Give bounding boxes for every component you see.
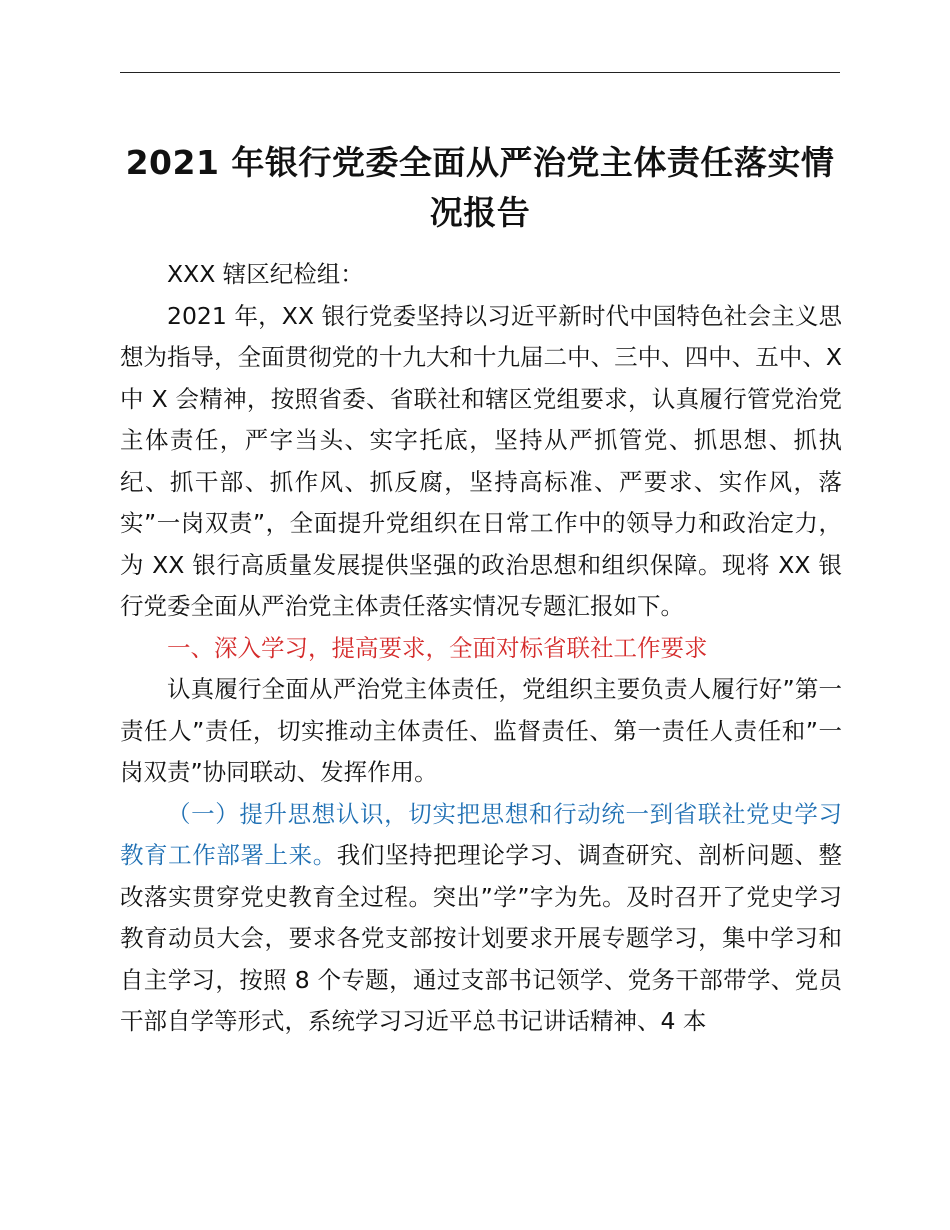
- document-body: [120, 254, 842, 1043]
- paragraph-section-1: 认真履行全面从严治党主体责任，党组织主要负责人履行好”第一责任人”责任，切实推动主体责任、监督责任、第一责任人责任和”一岗双责”协同联动、发挥作用。: [120, 675, 842, 786]
- title-line-1: 2021 年银行党委全面从严治党主体责任落实情: [125, 143, 835, 182]
- document-title: [110, 138, 850, 238]
- header-rule: [120, 72, 840, 73]
- paragraph-subsection-1: [120, 794, 842, 1043]
- title-line-2: 况报告: [429, 193, 531, 232]
- paragraph-intro: 2021 年，XX 银行党委坚持以习近平新时代中国特色社会主义思想为指导，全面贯彻党的十九大和十九届二中、三中、四中、五中、X 中 X 会精神，按照省委、省联社和辖区党组要求，认真履行管党治党主体责任，严字当头、实字托底，坚持从严抓管党、抓思想、抓执纪、抓干部、抓作风、抓反腐，坚持高标准、严要求、实作风，落实”一岗双责”，全面提升党组织在日常工作中的领导力和政治定力，为 XX 银行高质量发展提供坚强的政治思想和组织保障。现将 XX 银行党委全面从严治党主体责任落实情况专题汇报如下。: [120, 301, 842, 620]
- salutation: XXX 辖区纪检组：: [167, 260, 364, 288]
- subsection-heading-1: （一）提升思想认识，切实把思想和行动统一到省联社党史学习教育工作部署上来。: [120, 799, 842, 869]
- paragraph-subsection-1-text: 我们坚持把理论学习、调查研究、剖析问题、整改落实贯穿党史教育全过程。突出”学”字为先。及时召开了党史学习教育动员大会，要求各党支部按计划要求开展专题学习，集中学习和自主学习，按照 8 个专题，通过支部书记领学、党务干部带学、党员干部自学等形式，系统学习习近平总书记讲话精神、4 本: [120, 841, 843, 1035]
- section-heading-1: 一、深入学习，提高要求，全面对标省联社工作要求: [167, 633, 708, 662]
